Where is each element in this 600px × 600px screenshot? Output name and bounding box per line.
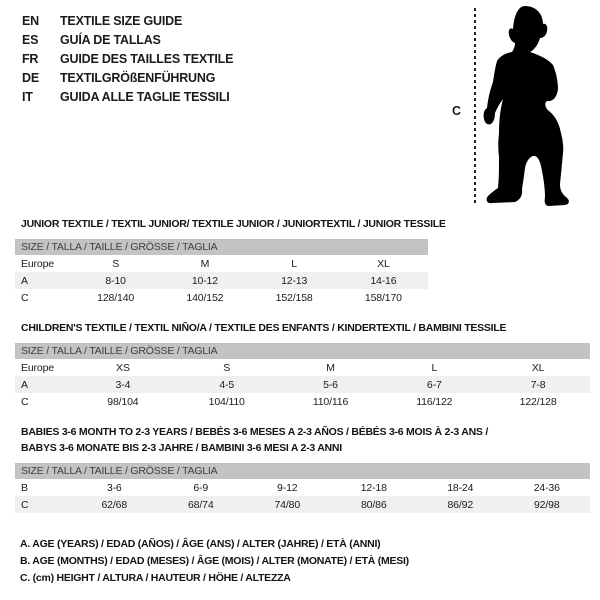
- value-cell: 68/74: [158, 496, 245, 513]
- value-cell: 8-10: [71, 272, 160, 289]
- value-cell: 104/110: [208, 395, 245, 408]
- size-table: [15, 463, 590, 513]
- value-cell: 10-12: [160, 272, 249, 289]
- value-cell: 4-5: [175, 376, 279, 393]
- value-cell: 9-12: [277, 481, 298, 494]
- value-cell: 12-18: [360, 481, 387, 494]
- value-cell: 24-36: [533, 481, 560, 494]
- size-header-row: [15, 343, 590, 359]
- height-measure-dashed-line: [474, 8, 476, 206]
- language-row: [22, 31, 233, 50]
- value-cell: 158/170: [364, 291, 402, 304]
- size-table-block: [15, 320, 590, 410]
- table-row: [15, 255, 428, 272]
- value-cell: 140/152: [186, 291, 224, 304]
- size-header-cell: SIZE / TALLA / TAILLE / GRÖSSE / TAGLIA: [15, 343, 590, 359]
- value-cell: 86/92: [417, 496, 504, 513]
- row-label-cell: A: [15, 376, 71, 393]
- value-cell: 80/86: [331, 496, 418, 513]
- size-header-cell: SIZE / TALLA / TAILLE / GRÖSSE / TAGLIA: [15, 463, 590, 479]
- row-label-cell: C: [21, 395, 29, 408]
- value-cell: XL: [531, 361, 545, 374]
- value-cell: 18-24: [447, 481, 474, 494]
- value-cell: 92/98: [504, 496, 591, 513]
- language-code: ES: [22, 33, 39, 47]
- language-row: [22, 69, 233, 88]
- language-code: FR: [22, 52, 39, 66]
- language-label: GUIDA ALLE TAGLIE TESSILI: [60, 90, 230, 104]
- language-label: GUIDE DES TAILLES TEXTILE: [60, 52, 234, 66]
- value-cell: 6-9: [193, 481, 209, 494]
- language-label: TEXTILGRÖßENFÜHRUNG: [60, 71, 216, 85]
- language-code: IT: [22, 90, 33, 104]
- language-code: EN: [22, 14, 39, 28]
- value-cell: S: [223, 361, 231, 374]
- baby-silhouette-icon: [479, 3, 595, 208]
- value-cell: 5-6: [279, 376, 383, 393]
- value-cell: M: [200, 257, 210, 270]
- value-cell: 62/68: [71, 496, 158, 513]
- row-label-cell: B: [21, 481, 28, 494]
- legend-line: B. AGE (MONTHS) / EDAD (MESES) / ÂGE (MOIS) / ALTER (MONATE) / ETÀ (MESI): [20, 555, 409, 567]
- table-title: BABIES 3-6 MONTH TO 2-3 YEARS / BEBÉS 3-6 MESES A 2-3 AÑOS / BÉBÉS 3-6 MOIS À 2-3 ANS /: [21, 426, 489, 438]
- value-cell: L: [431, 361, 438, 374]
- legend-line: C. (cm) HEIGHT / ALTURA / HAUTEUR / HÖHE / ALTEZZA: [20, 572, 291, 584]
- language-row: [22, 12, 233, 31]
- language-code: DE: [22, 71, 39, 85]
- table-row: [15, 289, 428, 306]
- value-cell: 7-8: [486, 376, 590, 393]
- language-row: [22, 50, 233, 69]
- table-title: CHILDREN'S TEXTILE / TEXTIL NIÑO/A / TEXTILE DES ENFANTS / KINDERTEXTIL / BAMBINI TESSILE: [21, 322, 507, 334]
- value-cell: 12-13: [250, 272, 339, 289]
- language-row: [22, 88, 233, 107]
- table-row: [15, 272, 428, 289]
- table-row: [15, 393, 590, 410]
- table-row: [15, 359, 590, 376]
- value-cell: S: [112, 257, 120, 270]
- value-cell: 128/140: [97, 291, 135, 304]
- language-list: [22, 12, 233, 107]
- value-cell: XL: [377, 257, 390, 270]
- row-label-cell: A: [15, 272, 71, 289]
- table-row: [15, 479, 590, 496]
- value-cell: 122/128: [519, 395, 557, 408]
- value-cell: M: [326, 361, 335, 374]
- size-header-row: [15, 239, 428, 255]
- row-label-cell: Europe: [21, 257, 54, 270]
- value-cell: 3-4: [71, 376, 175, 393]
- row-label-cell: Europe: [21, 361, 54, 374]
- value-cell: 110/116: [312, 395, 349, 408]
- size-table-block: [15, 216, 446, 306]
- size-header-row: [15, 463, 590, 479]
- value-cell: 116/122: [416, 395, 453, 408]
- size-table: [15, 239, 428, 306]
- legend: [20, 536, 409, 587]
- value-cell: 98/104: [107, 395, 139, 408]
- row-label-cell: C: [15, 496, 71, 513]
- table-row: [15, 376, 590, 393]
- row-label-cell: C: [21, 291, 29, 304]
- value-cell: XS: [116, 361, 130, 374]
- size-table-block: [15, 424, 590, 513]
- value-cell: 74/80: [244, 496, 331, 513]
- value-cell: L: [291, 257, 297, 270]
- table-title: JUNIOR TEXTILE / TEXTIL JUNIOR/ TEXTILE JUNIOR / JUNIORTEXTIL / JUNIOR TESSILE: [21, 218, 446, 230]
- language-label: TEXTILE SIZE GUIDE: [60, 14, 183, 28]
- height-measure-label: C: [452, 104, 462, 118]
- legend-line: A. AGE (YEARS) / EDAD (AÑOS) / ÂGE (ANS) / ALTER (JAHRE) / ETÀ (ANNI): [20, 538, 381, 550]
- table-title: BABYS 3-6 MONATE BIS 2-3 JAHRE / BAMBINI 3-6 MESI A 2-3 ANNI: [21, 442, 342, 454]
- value-cell: 152/158: [275, 291, 313, 304]
- size-header-cell: SIZE / TALLA / TAILLE / GRÖSSE / TAGLIA: [15, 239, 428, 255]
- language-label: GUÍA DE TALLAS: [60, 33, 161, 47]
- size-table: [15, 343, 590, 410]
- value-cell: 14-16: [339, 272, 428, 289]
- baby-silhouette-path: [484, 6, 569, 206]
- value-cell: 6-7: [382, 376, 486, 393]
- value-cell: 3-6: [106, 481, 122, 494]
- table-row: [15, 496, 590, 513]
